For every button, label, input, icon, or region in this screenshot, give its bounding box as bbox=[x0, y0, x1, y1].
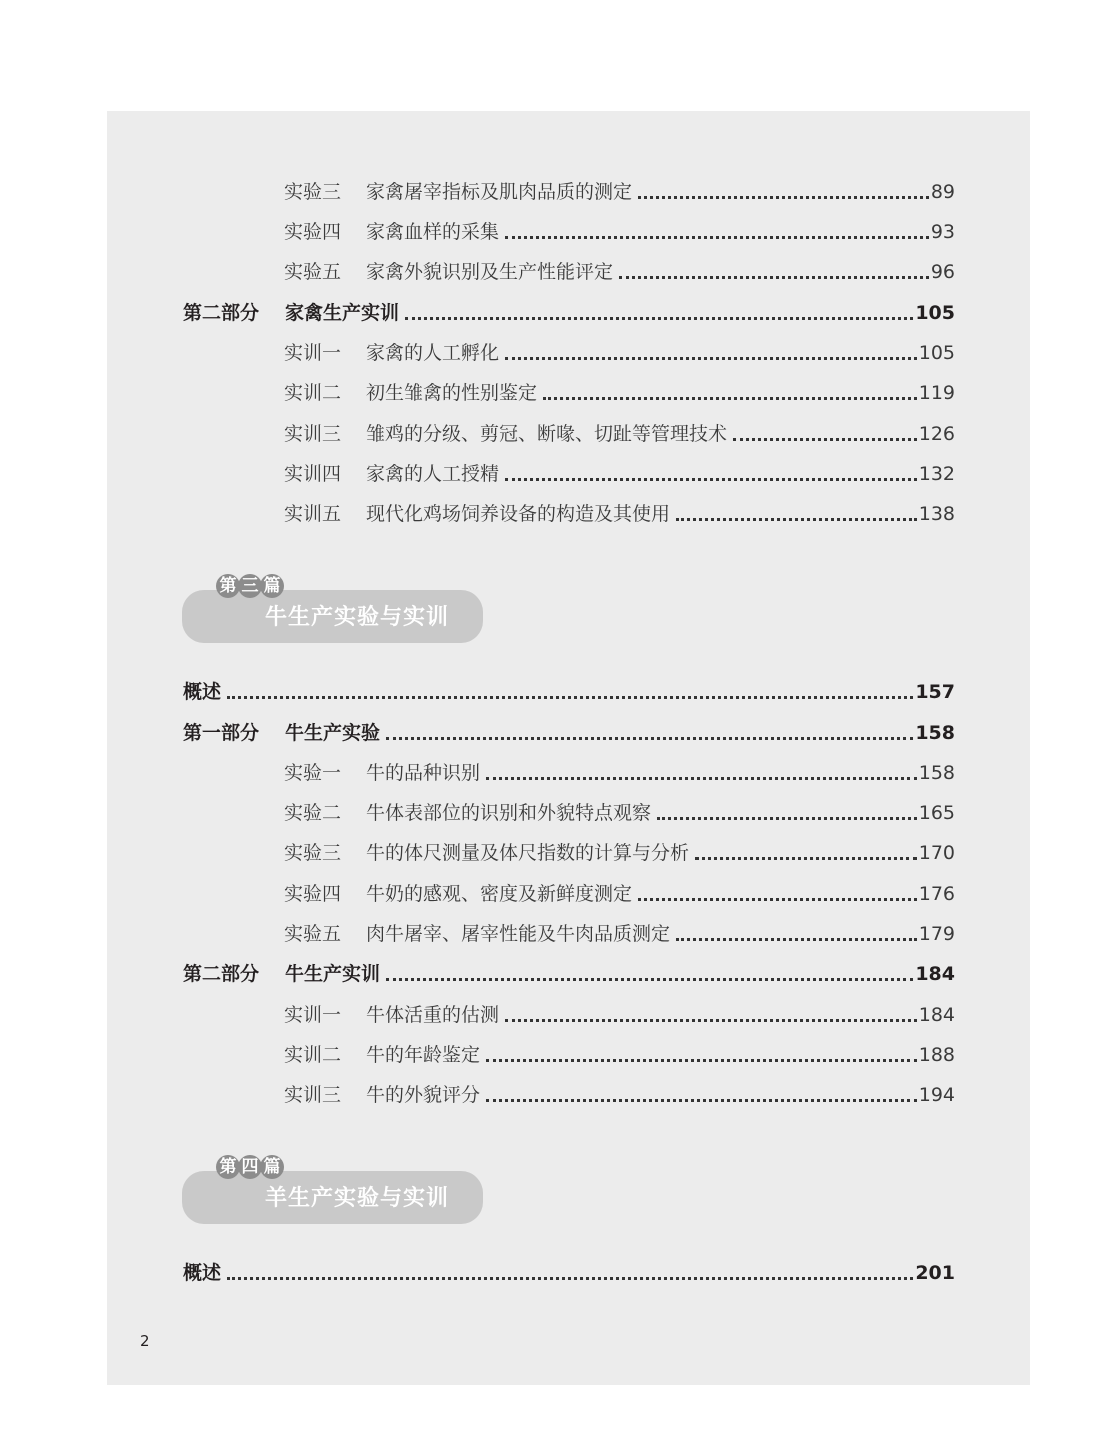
entry-label: 实验五 bbox=[284, 261, 342, 283]
entry-label: 实训二 bbox=[284, 382, 342, 404]
entry-label: 实验三 bbox=[284, 181, 342, 203]
entry-label: 实验四 bbox=[284, 221, 342, 243]
page-number: 2 bbox=[140, 1332, 150, 1350]
toc-entry[interactable] bbox=[284, 179, 955, 205]
entry-title: 家禽屠宰指标及肌肉品质的测定 bbox=[366, 181, 633, 203]
entry-label: 实训一 bbox=[284, 342, 342, 364]
entry-page: 170 bbox=[918, 842, 955, 864]
section-title: 牛生产实验与实训 bbox=[265, 605, 450, 630]
entry-title: 牛生产实验 bbox=[285, 722, 381, 744]
toc-entry[interactable] bbox=[183, 1260, 955, 1286]
dot-leader bbox=[733, 438, 917, 441]
entry-title: 现代化鸡场饲养设备的构造及其使用 bbox=[366, 503, 671, 525]
entry-page: 132 bbox=[918, 463, 955, 485]
section-badge bbox=[216, 1155, 282, 1179]
entry-title: 家禽的人工授精 bbox=[366, 463, 500, 485]
toc-entry[interactable] bbox=[284, 461, 955, 487]
entry-label: 实验四 bbox=[284, 883, 342, 905]
entry-label: 实训一 bbox=[284, 1004, 342, 1026]
entry-title: 肉牛屠宰、屠宰性能及牛肉品质测定 bbox=[366, 923, 671, 945]
dot-leader bbox=[227, 1277, 913, 1280]
badge-char: 三 bbox=[238, 574, 262, 598]
badge-char: 篇 bbox=[260, 574, 284, 598]
entry-label: 实验三 bbox=[284, 842, 342, 864]
toc-entry[interactable] bbox=[284, 760, 955, 786]
entry-title: 家禽的人工孵化 bbox=[366, 342, 500, 364]
entry-label: 实验一 bbox=[284, 762, 342, 784]
entry-label: 实训二 bbox=[284, 1044, 342, 1066]
entry-page: 93 bbox=[930, 221, 955, 243]
dot-leader bbox=[486, 1059, 917, 1062]
dot-leader bbox=[386, 978, 913, 981]
dot-leader bbox=[405, 317, 913, 320]
part-label: 第二部分 bbox=[183, 302, 260, 324]
entry-page: 201 bbox=[915, 1262, 955, 1284]
entry-label: 实训三 bbox=[284, 423, 342, 445]
entry-title: 牛奶的感观、密度及新鲜度测定 bbox=[366, 883, 633, 905]
entry-title: 牛的品种识别 bbox=[366, 762, 481, 784]
toc-entry[interactable] bbox=[284, 340, 955, 366]
entry-page: 105 bbox=[918, 342, 955, 364]
toc-entry[interactable] bbox=[284, 1042, 955, 1068]
entry-page: 176 bbox=[918, 883, 955, 905]
entry-page: 105 bbox=[915, 302, 955, 324]
toc-entry[interactable] bbox=[284, 840, 955, 866]
entry-page: 138 bbox=[918, 503, 955, 525]
entry-title: 家禽外貌识别及生产性能评定 bbox=[366, 261, 614, 283]
toc-entry[interactable] bbox=[284, 1002, 955, 1028]
dot-leader bbox=[695, 857, 917, 860]
entry-label: 实训五 bbox=[284, 503, 342, 525]
entry-page: 158 bbox=[918, 762, 955, 784]
toc-entry[interactable] bbox=[284, 259, 955, 285]
toc-entry[interactable] bbox=[284, 881, 955, 907]
dot-leader bbox=[619, 276, 929, 279]
entry-title: 概述 bbox=[183, 1262, 222, 1284]
entry-page: 179 bbox=[918, 923, 955, 945]
entry-title: 概述 bbox=[183, 681, 222, 703]
dot-leader bbox=[486, 777, 917, 780]
dot-leader bbox=[676, 938, 917, 941]
entry-title: 牛体活重的估测 bbox=[366, 1004, 500, 1026]
entry-page: 96 bbox=[930, 261, 955, 283]
toc-entry[interactable] bbox=[183, 300, 955, 326]
badge-char: 第 bbox=[216, 574, 240, 598]
section-title: 羊生产实验与实训 bbox=[265, 1186, 450, 1211]
entry-page: 158 bbox=[915, 722, 955, 744]
entry-page: 184 bbox=[915, 963, 955, 985]
entry-page: 126 bbox=[918, 423, 955, 445]
entry-title: 牛的体尺测量及体尺指数的计算与分析 bbox=[366, 842, 690, 864]
entry-label: 实训四 bbox=[284, 463, 342, 485]
entry-page: 184 bbox=[918, 1004, 955, 1026]
entry-title: 家禽血样的采集 bbox=[366, 221, 500, 243]
entry-page: 188 bbox=[918, 1044, 955, 1066]
toc-entry[interactable] bbox=[284, 501, 955, 527]
entry-page: 165 bbox=[918, 802, 955, 824]
entry-page: 194 bbox=[918, 1084, 955, 1106]
entry-page: 157 bbox=[915, 681, 955, 703]
entry-label: 实验二 bbox=[284, 802, 342, 824]
entry-title: 雏鸡的分级、剪冠、断喙、切趾等管理技术 bbox=[366, 423, 728, 445]
dot-leader bbox=[386, 737, 913, 740]
entry-title: 牛的年龄鉴定 bbox=[366, 1044, 481, 1066]
badge-char: 四 bbox=[238, 1155, 262, 1179]
dot-leader bbox=[638, 898, 917, 901]
toc-entry[interactable] bbox=[284, 921, 955, 947]
entry-page: 119 bbox=[918, 382, 955, 404]
dot-leader bbox=[227, 696, 913, 699]
part-label: 第二部分 bbox=[183, 963, 260, 985]
dot-leader bbox=[505, 236, 929, 239]
part-label: 第一部分 bbox=[183, 722, 260, 744]
dot-leader bbox=[676, 518, 917, 521]
entry-title: 初生雏禽的性别鉴定 bbox=[366, 382, 538, 404]
section-badge bbox=[216, 574, 282, 598]
badge-char: 篇 bbox=[260, 1155, 284, 1179]
entry-title: 牛体表部位的识别和外貌特点观察 bbox=[366, 802, 652, 824]
dot-leader bbox=[486, 1099, 917, 1102]
entry-page: 89 bbox=[930, 181, 955, 203]
dot-leader bbox=[657, 817, 917, 820]
toc-entry[interactable] bbox=[284, 800, 955, 826]
entry-label: 实训三 bbox=[284, 1084, 342, 1106]
toc-entry[interactable] bbox=[183, 961, 955, 987]
dot-leader bbox=[505, 478, 917, 481]
dot-leader bbox=[505, 1019, 917, 1022]
toc-entry[interactable] bbox=[284, 421, 955, 447]
toc-entry[interactable] bbox=[183, 720, 955, 746]
entry-title: 家禽生产实训 bbox=[285, 302, 400, 324]
badge-char: 第 bbox=[216, 1155, 240, 1179]
entry-label: 实验五 bbox=[284, 923, 342, 945]
dot-leader bbox=[505, 357, 917, 360]
toc-entry[interactable] bbox=[183, 679, 955, 705]
entry-title: 牛的外貌评分 bbox=[366, 1084, 481, 1106]
dot-leader bbox=[638, 196, 929, 199]
toc-entry[interactable] bbox=[284, 1082, 955, 1108]
dot-leader bbox=[543, 397, 917, 400]
toc-entry[interactable] bbox=[284, 219, 955, 245]
toc-entry[interactable] bbox=[284, 380, 955, 406]
entry-title: 牛生产实训 bbox=[285, 963, 381, 985]
